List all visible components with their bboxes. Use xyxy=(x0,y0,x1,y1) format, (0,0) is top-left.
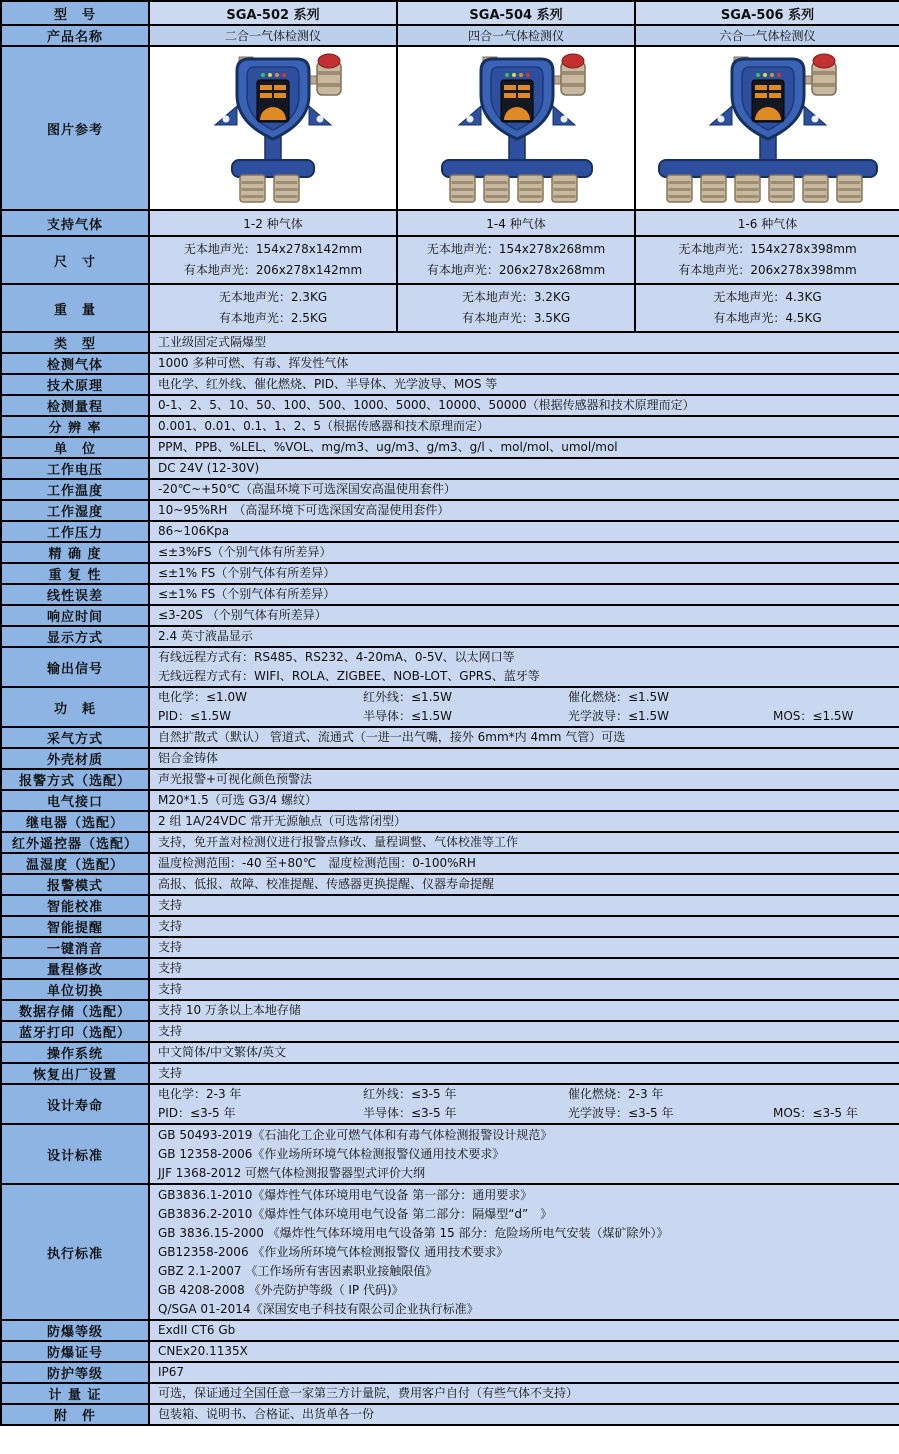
spec-seg: 半导体：≤1.5W xyxy=(363,709,453,723)
weight-506-with-alarm: 有本地声光：4.5KG xyxy=(713,311,822,325)
spec-row xyxy=(1,1021,899,1042)
dim-506-with-alarm: 有本地声光：206x278x398mm xyxy=(678,263,857,277)
spec-text: 包装箱、说明书、合格证、出货单各一份 xyxy=(158,1407,375,1421)
spec-seg: MOS：≤1.5W xyxy=(773,709,854,723)
product-image-sga-502 xyxy=(154,48,392,209)
spec-text: CNEx20.1135X xyxy=(158,1344,248,1358)
spec-text: 支持 10 万条以上本地存储 xyxy=(158,1003,301,1017)
row-label-weight: 重 量 xyxy=(1,284,149,332)
spec-text: ≤±1% FS（个别气体有所差异） xyxy=(158,587,336,601)
spec-text: 支持 xyxy=(158,961,183,975)
spec-text: 高报、低报、故障、校准提醒、传感器更换提醒、仪器寿命提醒 xyxy=(158,877,495,891)
image-cell-504 xyxy=(397,46,635,210)
spec-text: 支持 xyxy=(158,940,183,954)
spec-value xyxy=(149,563,899,584)
spec-seg: MOS：≤3-5 年 xyxy=(773,1106,858,1120)
weight-504-no-alarm: 无本地声光：3.2KG xyxy=(461,290,571,304)
spec-value xyxy=(149,937,899,958)
row-dimensions xyxy=(1,236,899,284)
spec-text: 0-1、2、5、10、50、100、500、1000、5000、10000、50000（根据传感器和技术原理而定） xyxy=(158,398,695,412)
row-label: 工作温度 xyxy=(1,479,149,500)
spec-value xyxy=(149,832,899,853)
spec-row xyxy=(1,1404,899,1425)
row-label: 输出信号 xyxy=(1,647,149,687)
spec-row xyxy=(1,748,899,769)
weight-506 xyxy=(635,284,899,332)
spec-text: 声光报警+可视化颜色预警法 xyxy=(158,772,313,786)
row-label: 电气接口 xyxy=(1,790,149,811)
row-label: 智能校准 xyxy=(1,895,149,916)
spec-value xyxy=(149,332,899,353)
row-label: 工作压力 xyxy=(1,521,149,542)
spec-value xyxy=(149,1184,899,1320)
spec-text: -20℃~+50℃（高温环境下可选深国安高温使用套件） xyxy=(158,482,456,496)
row-image-reference xyxy=(1,46,899,210)
spec-text: 10~95%RH （高湿环境下可选深国安高湿使用套件） xyxy=(158,503,450,517)
row-label: 精 确 度 xyxy=(1,542,149,563)
image-cell-506 xyxy=(635,46,899,210)
spec-text: 支持，免开盖对检测仪进行报警点修改、量程调整、气体校准等工作 xyxy=(158,835,519,849)
spec-text: 支持 xyxy=(158,919,183,933)
spec-text: 2.4 英寸液晶显示 xyxy=(158,629,253,643)
row-label: 数据存储（选配） xyxy=(1,1000,149,1021)
gases-502: 1-2 种气体 xyxy=(149,210,397,236)
image-cell-502 xyxy=(149,46,397,210)
product-image-sga-504 xyxy=(398,48,635,209)
spec-value xyxy=(149,748,899,769)
model-sga-504: SGA-504 系列 xyxy=(397,1,635,25)
weight-504 xyxy=(397,284,635,332)
spec-row xyxy=(1,416,899,437)
row-label: 设计寿命 xyxy=(1,1084,149,1124)
spec-row xyxy=(1,1362,899,1383)
spec-row xyxy=(1,832,899,853)
product-name-506: 六合一气体检测仪 xyxy=(635,25,899,46)
spec-seg: 红外线：≤1.5W xyxy=(363,690,453,704)
spec-row xyxy=(1,958,899,979)
spec-row xyxy=(1,542,899,563)
spec-text: GB 4208-2008 《外壳防护等级（ IP 代码)》 xyxy=(158,1282,404,1297)
spec-value xyxy=(149,1063,899,1084)
spec-text: 中文简体/中文繁体/英文 xyxy=(158,1045,287,1059)
row-label: 防爆证号 xyxy=(1,1341,149,1362)
spec-text: 温度检测范围：-40 至+80℃ 湿度检测范围：0-100%RH xyxy=(158,856,476,870)
row-label: 检测量程 xyxy=(1,395,149,416)
spec-row-output-signal xyxy=(1,647,899,687)
row-label-product-name: 产品名称 xyxy=(1,25,149,46)
spec-text: M20*1.5（可选 G3/4 螺纹） xyxy=(158,793,317,807)
row-label: 线性误差 xyxy=(1,584,149,605)
spec-row xyxy=(1,811,899,832)
spec-text: JJF 1368-2012 可燃气体检测报警器型式评价大纲 xyxy=(158,1165,426,1180)
spec-row xyxy=(1,727,899,748)
spec-value xyxy=(149,626,899,647)
spec-text: 有线远程方式有：RS485、RS232、4-20mA、0-5V、以太网口等 xyxy=(158,650,515,664)
row-label: 设计标准 xyxy=(1,1124,149,1184)
weight-502-with-alarm: 有本地声光：2.5KG xyxy=(218,311,328,325)
row-label: 报警方式（选配） xyxy=(1,769,149,790)
spec-value xyxy=(149,1341,899,1362)
row-label: 执行标准 xyxy=(1,1184,149,1320)
dimensions-502 xyxy=(149,236,397,284)
spec-text: 工业级固定式隔爆型 xyxy=(158,335,267,349)
row-label: 技术原理 xyxy=(1,374,149,395)
spec-row xyxy=(1,500,899,521)
spec-value xyxy=(149,916,899,937)
spec-text: 1000 多种可燃、有毒、挥发性气体 xyxy=(158,356,349,370)
spec-value xyxy=(149,395,899,416)
weight-502-no-alarm: 无本地声光：2.3KG xyxy=(218,290,328,304)
row-label: 恢复出厂设置 xyxy=(1,1063,149,1084)
spec-text: ExdII CT6 Gb xyxy=(158,1323,236,1337)
spec-row xyxy=(1,916,899,937)
spec-row xyxy=(1,626,899,647)
gases-504: 1-4 种气体 xyxy=(397,210,635,236)
spec-value xyxy=(149,853,899,874)
spec-seg: 催化燃烧：2-3 年 xyxy=(568,1087,664,1101)
spec-text: ≤±3%FS（个别气体有所差异） xyxy=(158,545,332,559)
row-label: 温湿度（选配） xyxy=(1,853,149,874)
spec-value xyxy=(149,1383,899,1404)
spec-text: Q/SGA 01-2014《深国安电子科技有限公司企业执行标准》 xyxy=(158,1301,479,1316)
spec-value xyxy=(149,605,899,626)
spec-text: GB 3836.15-2000 《爆炸性气体环境用电气设备第 15 部分：危险场所电气安装（煤矿除外）》 xyxy=(158,1225,669,1240)
dim-502-no-alarm: 无本地声光：154x278x142mm xyxy=(183,242,363,256)
spec-text xyxy=(158,707,891,726)
row-weight xyxy=(1,284,899,332)
spec-text: 无线远程方式有：WIFI、ROLA、ZIGBEE、NOB-LOT、GPRS、蓝牙等 xyxy=(158,669,540,683)
spec-text: 2 组 1A/24VDC 常开无源触点（可选常闭型） xyxy=(158,814,407,828)
spec-seg: 催化燃烧：≤1.5W xyxy=(568,690,670,704)
spec-row xyxy=(1,1320,899,1341)
spec-text: IP67 xyxy=(158,1365,185,1379)
weight-506-no-alarm: 无本地声光：4.3KG xyxy=(713,290,822,304)
dim-502-with-alarm: 有本地声光：206x278x142mm xyxy=(183,263,363,277)
spec-text: 可选，保证通过全国任意一家第三方计量院，费用客户自付（有些气体不支持） xyxy=(158,1386,579,1400)
row-label: 显示方式 xyxy=(1,626,149,647)
row-label: 报警模式 xyxy=(1,874,149,895)
spec-value xyxy=(149,811,899,832)
dim-506-no-alarm: 无本地声光：154x278x398mm xyxy=(678,242,857,256)
spec-text xyxy=(158,1104,891,1123)
spec-text: GB3836.2-2010《爆炸性气体环境用电气设备 第二部分：隔爆型“d” 》 xyxy=(158,1206,553,1221)
dim-504-with-alarm: 有本地声光：206x278x268mm xyxy=(426,263,606,277)
spec-row xyxy=(1,1042,899,1063)
row-label: 单位切换 xyxy=(1,979,149,1000)
dimensions-506 xyxy=(635,236,899,284)
row-label-gases: 支持气体 xyxy=(1,210,149,236)
row-label: 智能提醒 xyxy=(1,916,149,937)
model-sga-502: SGA-502 系列 xyxy=(149,1,397,25)
spec-text: GB12358-2006 《作业场所环境气体检测报警仪 通用技术要求》 xyxy=(158,1244,509,1259)
spec-text: GB 12358-2006《作业场所环境气体检测报警仪通用技术要求》 xyxy=(158,1146,505,1161)
spec-value xyxy=(149,1404,899,1425)
model-sga-506: SGA-506 系列 xyxy=(635,1,899,25)
spec-value xyxy=(149,437,899,458)
row-label: 量程修改 xyxy=(1,958,149,979)
product-image-sga-506 xyxy=(649,48,887,209)
row-label: 防护等级 xyxy=(1,1362,149,1383)
row-label-dimensions: 尺 寸 xyxy=(1,236,149,284)
spec-seg: 半导体：≤3-5 年 xyxy=(363,1106,457,1120)
spec-value xyxy=(149,687,899,727)
spec-row xyxy=(1,605,899,626)
spec-value xyxy=(149,790,899,811)
spec-text: 自然扩散式（默认） 管道式、流通式（一进一出气嘴，接外 6mm*内 4mm 气管）可选 xyxy=(158,730,626,744)
row-label: 操作系统 xyxy=(1,1042,149,1063)
spec-row xyxy=(1,1000,899,1021)
spec-row xyxy=(1,874,899,895)
spec-value xyxy=(149,353,899,374)
spec-seg: 红外线：≤3-5 年 xyxy=(363,1087,457,1101)
row-label: 工作电压 xyxy=(1,458,149,479)
spec-value xyxy=(149,521,899,542)
spec-value xyxy=(149,1362,899,1383)
spec-seg: 光学波导：≤3-5 年 xyxy=(568,1106,674,1120)
row-label: 防爆等级 xyxy=(1,1320,149,1341)
weight-502 xyxy=(149,284,397,332)
spec-row xyxy=(1,584,899,605)
spec-seg: 电化学：2-3 年 xyxy=(158,1087,242,1101)
row-label: 外壳材质 xyxy=(1,748,149,769)
spec-value xyxy=(149,895,899,916)
row-label: 分 辨 率 xyxy=(1,416,149,437)
spec-value xyxy=(149,1000,899,1021)
spec-text: DC 24V (12-30V) xyxy=(158,461,260,475)
spec-value xyxy=(149,416,899,437)
row-label: 工作湿度 xyxy=(1,500,149,521)
spec-value xyxy=(149,727,899,748)
spec-seg: 电化学：≤1.0W xyxy=(158,690,248,704)
spec-row xyxy=(1,1383,899,1404)
row-label: 计 量 证 xyxy=(1,1383,149,1404)
spec-text: 铝合金铸体 xyxy=(158,751,219,765)
spec-seg: PID：≤1.5W xyxy=(158,709,232,723)
spec-row xyxy=(1,437,899,458)
spec-row xyxy=(1,937,899,958)
spec-row-execution-standards xyxy=(1,1184,899,1320)
row-label: 采气方式 xyxy=(1,727,149,748)
spec-seg: PID：≤3-5 年 xyxy=(158,1106,236,1120)
spec-text xyxy=(158,688,891,707)
spec-text xyxy=(158,1085,891,1104)
spec-text: ≤±1% FS（个别气体有所差异） xyxy=(158,566,336,580)
row-label: 单 位 xyxy=(1,437,149,458)
spec-text: 支持 xyxy=(158,1024,183,1038)
row-label-image: 图片参考 xyxy=(1,46,149,210)
spec-text: GB 50493-2019《石油化工企业可燃气体和有毒气体检测报警设计规范》 xyxy=(158,1127,553,1142)
spec-text: GB3836.1-2010《爆炸性气体环境用电气设备 第一部分：通用要求》 xyxy=(158,1187,533,1202)
spec-text: 支持 xyxy=(158,982,183,996)
row-label-model: 型 号 xyxy=(1,1,149,25)
spec-value xyxy=(149,647,899,687)
spec-row xyxy=(1,769,899,790)
spec-text: GBZ 2.1-2007 《工作场所有害因素职业接触限值》 xyxy=(158,1263,438,1278)
spec-row xyxy=(1,332,899,353)
spec-row xyxy=(1,979,899,1000)
spec-text: 电化学、红外线、催化燃烧、PID、半导体、光学波导、MOS 等 xyxy=(158,377,498,391)
weight-504-with-alarm: 有本地声光：3.5KG xyxy=(461,311,571,325)
row-label: 类 型 xyxy=(1,332,149,353)
spec-value xyxy=(149,458,899,479)
spec-row xyxy=(1,374,899,395)
spec-row xyxy=(1,1341,899,1362)
spec-text: 支持 xyxy=(158,898,183,912)
spec-value xyxy=(149,769,899,790)
spec-row xyxy=(1,479,899,500)
spec-text: 支持 xyxy=(158,1066,183,1080)
spec-value xyxy=(149,584,899,605)
spec-text: PPM、PPB、%LEL、%VOL、mg/m3、ug/m3、g/m3、g/l 、mol/mol、umol/mol xyxy=(158,440,618,454)
spec-value xyxy=(149,500,899,521)
spec-text: ≤3-20S （个别气体有所差异） xyxy=(158,608,327,622)
spec-seg: 光学波导：≤1.5W xyxy=(568,709,670,723)
spec-row xyxy=(1,1063,899,1084)
spec-row xyxy=(1,895,899,916)
spec-row xyxy=(1,353,899,374)
spec-value xyxy=(149,542,899,563)
row-label: 一键消音 xyxy=(1,937,149,958)
spec-value xyxy=(149,979,899,1000)
product-name-502: 二合一气体检测仪 xyxy=(149,25,397,46)
spec-row-design-life xyxy=(1,1084,899,1124)
dim-504-no-alarm: 无本地声光：154x278x268mm xyxy=(426,242,606,256)
row-model xyxy=(1,1,899,25)
row-label: 响应时间 xyxy=(1,605,149,626)
spec-value xyxy=(149,374,899,395)
gases-506: 1-6 种气体 xyxy=(635,210,899,236)
spec-value xyxy=(149,479,899,500)
row-product-name xyxy=(1,25,899,46)
spec-value xyxy=(149,1021,899,1042)
row-label: 检测气体 xyxy=(1,353,149,374)
row-label: 红外遥控器（选配） xyxy=(1,832,149,853)
spec-row-power-consumption xyxy=(1,687,899,727)
spec-value xyxy=(149,1124,899,1184)
row-label: 功 耗 xyxy=(1,687,149,727)
spec-text: 0.001、0.01、0.1、1、2、5（根据传感器和技术原理而定） xyxy=(158,419,490,433)
product-name-504: 四合一气体检测仪 xyxy=(397,25,635,46)
spec-row xyxy=(1,563,899,584)
row-supported-gases xyxy=(1,210,899,236)
row-label: 蓝牙打印（选配） xyxy=(1,1021,149,1042)
spec-value xyxy=(149,1042,899,1063)
spec-value xyxy=(149,874,899,895)
spec-value xyxy=(149,958,899,979)
spec-value xyxy=(149,1084,899,1124)
row-label: 附 件 xyxy=(1,1404,149,1425)
spec-row xyxy=(1,790,899,811)
spec-row xyxy=(1,395,899,416)
row-label: 继电器（选配） xyxy=(1,811,149,832)
spec-value xyxy=(149,1320,899,1341)
spec-row xyxy=(1,458,899,479)
spec-text: 86~106Kpa xyxy=(158,524,230,538)
dimensions-504 xyxy=(397,236,635,284)
spec-row-design-standards xyxy=(1,1124,899,1184)
spec-row xyxy=(1,853,899,874)
row-label: 重 复 性 xyxy=(1,563,149,584)
spec-row xyxy=(1,521,899,542)
